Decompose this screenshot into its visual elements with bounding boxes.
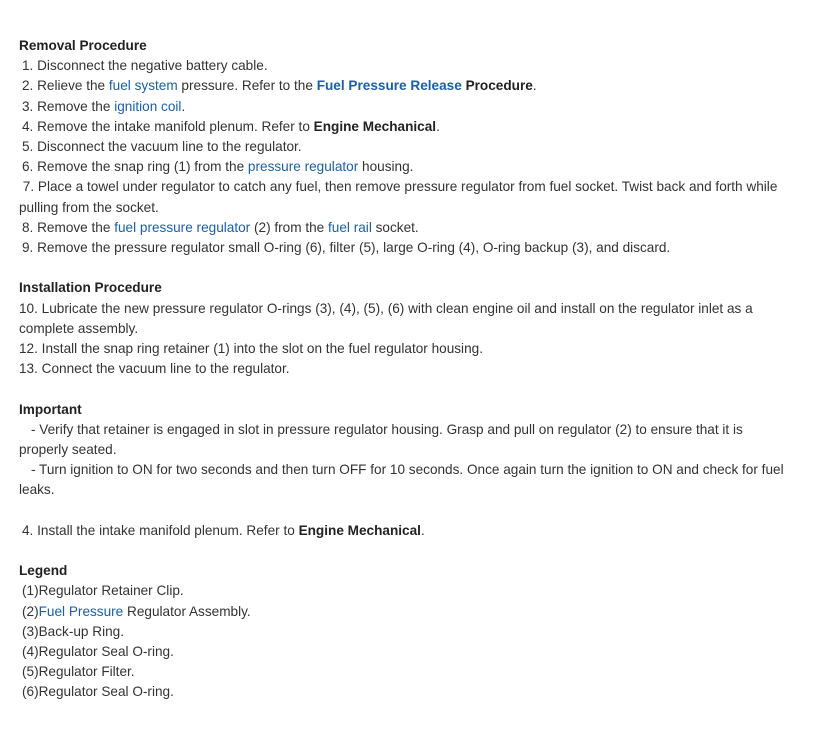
step-text: 6. Remove the snap ring (1) from the (22, 159, 248, 175)
step-text: socket. (371, 219, 419, 235)
fuel-rail-link[interactable]: fuel rail (328, 219, 372, 235)
step-text: . (532, 78, 537, 94)
legend-item-3: (3)Back-up Ring. (22, 623, 124, 639)
installation-step-12: 12. Install the snap ring retainer (1) into the slot on the fuel regulator housing. (19, 341, 483, 357)
removal-step-4 (19, 117, 827, 137)
step-text: housing. (358, 159, 414, 175)
removal-step-1: 1. Disconnect the negative battery cable. (22, 58, 268, 74)
legend-item-2 (19, 602, 827, 622)
important-heading: Important (19, 401, 82, 417)
step-text: 2. Relieve the (22, 78, 109, 94)
bullet-text: - Turn ignition to ON for two seconds and then turn OFF for 10 seconds. Once again turn the ignition to ON and check for fuel leaks. (19, 462, 784, 498)
removal-step-5: 5. Disconnect the vacuum line to the regulator. (22, 139, 302, 155)
engine-mechanical-reference: Engine Mechanical (313, 118, 437, 134)
fuel-pressure-link[interactable]: Fuel Pressure (38, 603, 124, 619)
important-bullet-1 (19, 420, 789, 460)
installation-procedure-heading: Installation Procedure (19, 280, 162, 296)
important-bullet-2 (19, 460, 789, 500)
pressure-regulator-link[interactable]: pressure regulator (247, 159, 359, 175)
removal-step-6 (19, 157, 827, 177)
step-text: 7. Place a towel under regulator to catch any fuel, then remove pressure regulator from fuel socket. Twist back and forth while pulling from the socket. (19, 179, 778, 215)
bullet-text: - Verify that retainer is engaged in slot in pressure regulator housing. Grasp and pull on regulator (2) to ensure that it is properly seated. (19, 421, 743, 458)
installation-step-13: 13. Connect the vacuum line to the regulator. (19, 361, 290, 377)
step-text: . (181, 98, 186, 114)
legend-item-6: (6)Regulator Seal O-ring. (22, 684, 174, 700)
step-text: 8. Remove the (22, 219, 115, 235)
legend-item-5: (5)Regulator Filter. (22, 664, 135, 680)
removal-step-2 (19, 76, 827, 96)
legend-item-1: (1)Regulator Retainer Clip. (22, 583, 184, 599)
engine-mechanical-reference: Engine Mechanical (298, 522, 421, 538)
step-text: pressure. Refer to the (177, 78, 317, 94)
spacer (19, 258, 827, 278)
removal-step-9: 9. Remove the pressure regulator small O-ring (6), filter (5), large O-ring (4), O-ring backup (3), and discard. (22, 240, 671, 256)
step-text: 4. Remove the intake manifold plenum. Refer to (22, 118, 314, 134)
step-text: . (436, 118, 440, 134)
removal-step-8 (19, 218, 827, 238)
spacer (19, 379, 827, 399)
fuel-pressure-release-link[interactable]: Fuel Pressure Release (316, 78, 462, 94)
fuel-pressure-regulator-link[interactable]: fuel pressure regulator (114, 219, 251, 235)
procedure-text: Procedure (465, 78, 533, 94)
spacer (19, 501, 827, 521)
spacer (19, 541, 827, 561)
step-text: 4. Install the intake manifold plenum. Refer to (22, 522, 299, 538)
legend-heading: Legend (19, 563, 68, 579)
removal-step-3 (19, 97, 827, 117)
removal-step-7 (19, 177, 789, 217)
fuel-system-link[interactable]: fuel system (108, 78, 178, 94)
legend-text: (2) (22, 603, 39, 619)
step-text: 3. Remove the (22, 98, 115, 114)
legend-item-4: (4)Regulator Seal O-ring. (22, 644, 174, 660)
ignition-coil-link[interactable]: ignition coil (114, 98, 182, 114)
step-text: (2) from the (250, 219, 329, 235)
legend-text: Regulator Assembly. (123, 603, 251, 619)
final-step-4 (19, 521, 827, 541)
installation-step-10: 10. Lubricate the new pressure regulator O-rings (3), (4), (5), (6) with clean engine oil and install on the regulator inlet as a complete assembly. (19, 300, 753, 336)
step-text: . (420, 522, 425, 538)
removal-procedure-heading: Removal Procedure (19, 38, 147, 53)
